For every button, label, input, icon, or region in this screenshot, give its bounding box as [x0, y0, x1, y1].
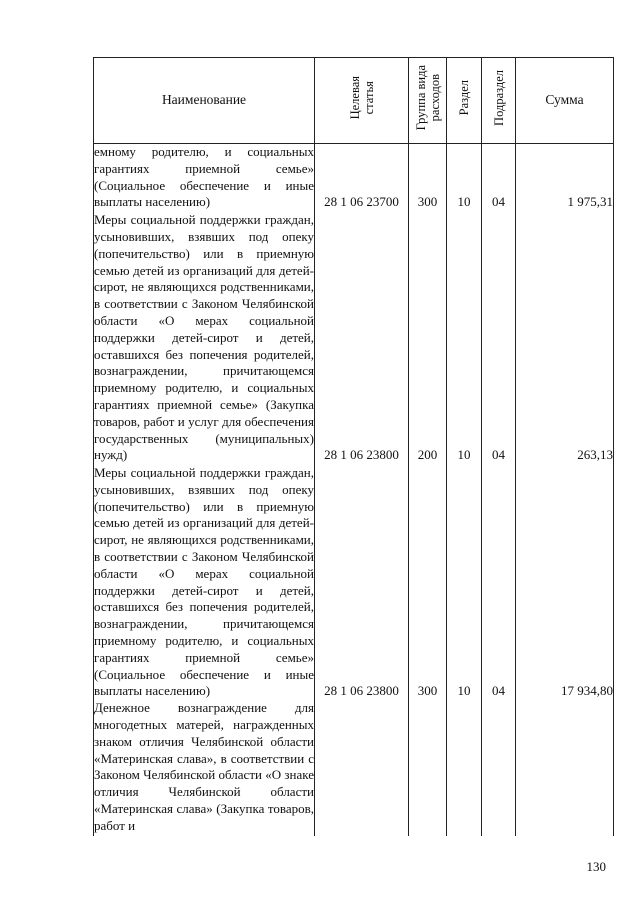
- row-name: Денежное вознаграждение для многодетных матерей, награжденных знаком отличия Челябинской области «Материнская слава», в соответствии с Законом Челябинской области «О знаке отличия Челябинской области «Материнская слава» (Закупка товаров, работ и: [94, 700, 315, 836]
- row-group: 300: [409, 144, 447, 212]
- header-group: Группа вида расходов: [409, 58, 447, 144]
- row-subsection: 04: [482, 144, 516, 212]
- row-subsection: 04: [482, 211, 516, 464]
- row-name: емному родителю, и социальных гарантиях приемной семье» (Социальное обеспечение и иные выплаты населению): [94, 144, 314, 210]
- row-group: 300: [409, 464, 447, 700]
- row-sum: 17 934,80: [516, 464, 614, 700]
- row-subsection: 04: [482, 464, 516, 700]
- row-sum: 1 975,31: [516, 144, 614, 212]
- row-sum: 263,13: [516, 211, 614, 464]
- row-section: 10: [447, 464, 482, 700]
- header-name: Наименование: [94, 58, 315, 144]
- budget-table: [93, 57, 614, 836]
- row-article: 28 1 06 23700: [315, 144, 409, 212]
- row-section: [447, 700, 482, 836]
- table-header-row: [94, 58, 614, 144]
- row-subsection: [482, 700, 516, 836]
- page-number: 130: [586, 859, 606, 874]
- table-row: [94, 464, 614, 700]
- row-name: Меры социальной поддержки граждан, усыновивших, взявших под опеку (попечительство) или в приемную семью детей из организаций для детей-сирот, не являющихся родственниками, в соответствии с Законом Челябинской области «О мерах социальной поддержки детей-сирот и детей, оставшихся без попечения родителей, вознаграждении, причитающемся приемному родителю, и социальных гарантиях приемной семье» (Закупка товаров, работ и услуг для обеспечения государственных (муниципальных) нужд): [94, 212, 314, 463]
- header-sum: Сумма: [516, 58, 614, 144]
- row-name: Меры социальной поддержки граждан, усыновивших, взявших под опеку (попечительство) или в приемную семью детей из организаций для детей-сирот, не являющихся родственниками, в соответствии с Законом Челябинской области «О мерах социальной поддержки детей-сирот и детей, оставшихся без попечения родителей, вознаграждении, причитающемся приемному родителю, и социальных гарантиях приемной семье» (Социальное обеспечение и иные выплаты населению): [94, 465, 314, 699]
- table-row: [94, 211, 614, 464]
- row-group: 200: [409, 211, 447, 464]
- table-row: [94, 144, 614, 212]
- header-subsection: Подраздел: [482, 58, 516, 144]
- row-section: 10: [447, 144, 482, 212]
- row-sum: [516, 700, 614, 836]
- row-section: 10: [447, 211, 482, 464]
- header-article: Целевая статья: [315, 58, 409, 144]
- table-row: [94, 700, 614, 836]
- row-group: [409, 700, 447, 836]
- row-article: [315, 700, 409, 836]
- row-article: 28 1 06 23800: [315, 464, 409, 700]
- row-article: 28 1 06 23800: [315, 211, 409, 464]
- header-section: Раздел: [447, 58, 482, 144]
